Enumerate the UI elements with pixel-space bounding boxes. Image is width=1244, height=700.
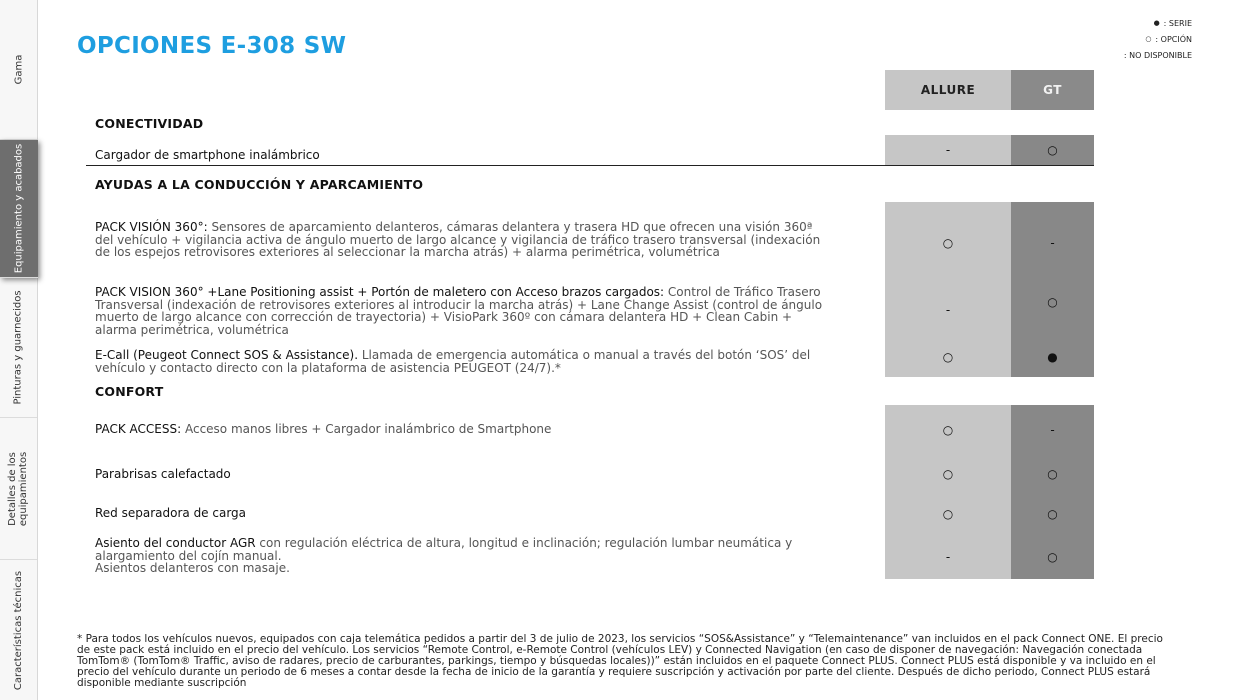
legend-no-label: : NO DISPONIBLE bbox=[1123, 50, 1192, 60]
row-name: E-Call (Peugeot Connect SOS & Assistance). bbox=[95, 348, 359, 362]
table-row bbox=[95, 423, 830, 436]
row-name: PACK ACCESS: bbox=[95, 422, 182, 436]
cell-gt: - bbox=[1011, 202, 1094, 284]
cell-gt: ● bbox=[1011, 336, 1094, 377]
row-name: PACK VISION 360° +Lane Positioning assist + Portón de maletero con Acceso brazos cargados: bbox=[95, 285, 665, 299]
tab-detalles[interactable] bbox=[0, 418, 37, 560]
footnote: * Para todos los vehículos nuevos, equipados con caja telemática pedidos a partir del 3 de julio de 2023, los servicios “SOS&Assistance” y “Telemaintenance” van incluidos en el pack Connect ONE. El precio de este pack está incluido en el precio del vehículo. Los servicios “Remote Control, e-Remote Control (vehículos LEV) y Connected Navigation (en caso de disponer de navegación: Navegación conectada TomTom® (TomTom® Traffic, aviso de radares, precio de carburantes, parkings, tiempo y búsquedas locales))” están incluidos en el paquete Connect PLUS. Connect PLUS está disponible y va incluido en el precio del vehículo durante un periodo de 6 meses a contar desde la fecha de inicio de la garantía y requiere suscripción y activación por parte del cliente. Después de dicho periodo, Connect PLUS estará disponible mediante suscripción bbox=[77, 633, 1163, 689]
column-header-gt: GT bbox=[1011, 70, 1094, 110]
legend-serie bbox=[1124, 15, 1192, 31]
row-desc-2: Asientos delanteros con masaje. bbox=[95, 561, 290, 575]
legend-no bbox=[1124, 47, 1192, 63]
table-row bbox=[95, 468, 830, 481]
cell-gt-spacer bbox=[1011, 320, 1094, 336]
tab-equipamiento[interactable] bbox=[0, 140, 38, 278]
table-row bbox=[95, 221, 830, 259]
table-row bbox=[95, 507, 830, 520]
tab-gama[interactable] bbox=[0, 0, 37, 140]
tab-pinturas-label: Pinturas y guarnecidos bbox=[13, 290, 25, 405]
cell-allure: - bbox=[885, 534, 1011, 579]
sidebar-nav bbox=[0, 0, 38, 700]
row-desc: con regulación eléctrica de altura, longitud e inclinación; regulación lumbar neumática y alargamiento del cojín manual. bbox=[95, 536, 793, 563]
cell-allure: ○ bbox=[885, 202, 1011, 284]
cell-allure: ○ bbox=[885, 336, 1011, 377]
cell-allure: - bbox=[885, 135, 1011, 165]
row-name: Asiento del conductor AGR bbox=[95, 536, 256, 550]
row-name: Red separadora de carga bbox=[95, 506, 247, 520]
legend-serie-label: : SERIE bbox=[1163, 18, 1192, 28]
table-row bbox=[95, 149, 830, 162]
column-header-allure: ALLURE bbox=[885, 70, 1011, 110]
cell-allure: ○ bbox=[885, 494, 1011, 534]
open-circle-icon: ○ bbox=[1145, 35, 1152, 43]
row-desc: Llamada de emergencia automática o manual a través del botón ‘SOS’ del vehículo y contacto directo con la plataforma de asistencia PEUGEOT (24/7).* bbox=[95, 348, 811, 375]
tab-detalles-label: Detalles de los equipamientos bbox=[7, 451, 30, 526]
row-desc: Control de Tráfico Trasero Transversal (indexación de retrovisores exteriores al introducir la marcha atrás) + Lane Change Assist (control de ángulo muerto de largo alcance con corrección de trayectoria) + VisioPark 360º con cámara delantera HD + Clean Cabin + alarma perimétrica, volumétrica bbox=[95, 285, 823, 337]
cell-allure: - bbox=[885, 284, 1011, 336]
tab-gama-label: Gama bbox=[13, 54, 24, 85]
cell-gt: ○ bbox=[1011, 534, 1094, 579]
legend bbox=[1124, 15, 1192, 63]
row-name: PACK VISIÓN 360°: bbox=[95, 220, 208, 234]
filled-circle-icon: ● bbox=[1153, 19, 1160, 27]
legend-opcion bbox=[1124, 31, 1192, 47]
section-confort: CONFORT bbox=[95, 384, 164, 399]
cell-allure: ○ bbox=[885, 454, 1011, 494]
tab-equipamiento-label: Equipamiento y acabados bbox=[13, 143, 25, 274]
row-desc: Sensores de aparcamiento delanteros, cámaras delantera y trasera HD que ofrecen una visión 360ª del vehículo + vigilancia activa de ángulo muerto de largo alcance y vigilancia de tráfico trasero transversal (indexación de los espejos retrovisores exteriores al seleccionar la marcha atrás) + alarma perimétrica, volumétrica bbox=[95, 220, 821, 259]
tab-pinturas[interactable] bbox=[0, 278, 37, 418]
tab-caracteristicas[interactable] bbox=[0, 560, 37, 700]
cell-gt: ○ bbox=[1011, 135, 1094, 165]
table-row bbox=[95, 537, 830, 575]
tab-caracteristicas-label: Características técnicas bbox=[13, 570, 25, 690]
row-name: Parabrisas calefactado bbox=[95, 467, 231, 481]
table-row bbox=[95, 286, 830, 336]
table-row bbox=[95, 349, 830, 374]
row-desc: Acceso manos libres + Cargador inalámbrico de Smartphone bbox=[181, 422, 552, 436]
cell-allure: ○ bbox=[885, 405, 1011, 454]
divider bbox=[86, 165, 1094, 166]
cell-gt: ○ bbox=[1011, 454, 1094, 494]
section-conectividad: CONECTIVIDAD bbox=[95, 116, 204, 131]
legend-opcion-label: : OPCIÓN bbox=[1155, 34, 1192, 44]
section-ayudas: AYUDAS A LA CONDUCCIÓN Y APARCAMIENTO bbox=[95, 177, 424, 192]
cell-gt: - bbox=[1011, 405, 1094, 454]
cell-gt: ○ bbox=[1011, 284, 1094, 320]
page-title: OPCIONES E-308 SW bbox=[77, 33, 347, 59]
cell-gt: ○ bbox=[1011, 494, 1094, 534]
row-name: Cargador de smartphone inalámbrico bbox=[95, 148, 320, 162]
